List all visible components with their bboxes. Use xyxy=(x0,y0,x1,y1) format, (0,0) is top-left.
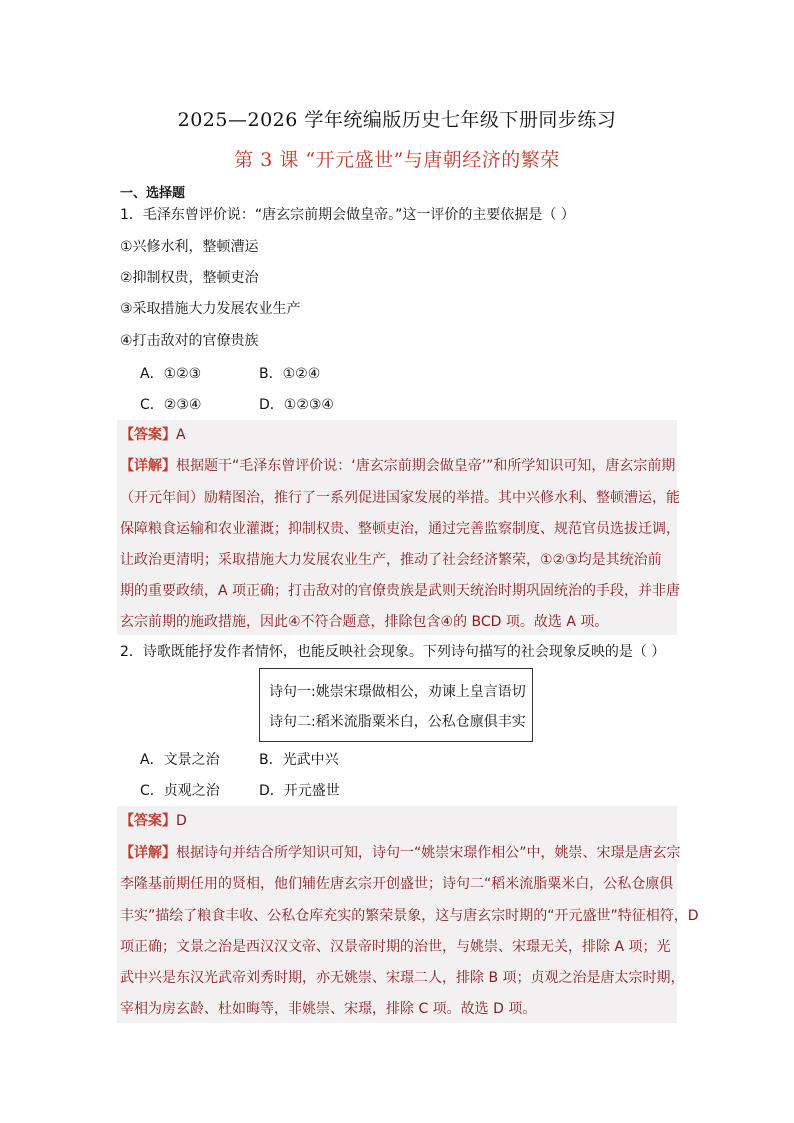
q2-option-d: D．开元盛世 xyxy=(259,783,340,799)
section-heading: 一、选择题 xyxy=(120,186,186,201)
q2-explain-line: 【详解】根据诗句并结合所学知识可知，诗句一“姚崇宋璟作相公”中，姚崇、宋璟是唐玄宗 xyxy=(120,845,681,861)
poem-box xyxy=(259,668,533,742)
q1-explain-line: 保障粮食运输和农业灌溉；抑制权贵、整顿吏治，通过完善监察制度、规范官员选拔迁调， xyxy=(120,521,680,537)
q1-answer xyxy=(120,425,186,445)
q1-option-a: A．①②③ xyxy=(140,366,202,382)
q1-explain-line: 让政治更清明；采取措施大力发展农业生产，推动了社会经济繁荣，①②③均是其统治前 xyxy=(120,552,662,568)
q1-item-1: ①兴修水利，整顿漕运 xyxy=(120,239,259,255)
q1-item-4: ④打击敌对的官僚贵族 xyxy=(120,333,259,349)
q1-option-c: C．②③④ xyxy=(140,397,202,413)
q2-explain-line: 丰实”描绘了粮食丰收、公私仓库充实的繁荣景象，这与唐玄宗时期的“开元盛世”特征相符，D xyxy=(120,908,699,924)
q2-explain-line: 李隆基前期任用的贤相，他们辅佐唐玄宗开创盛世；诗句二“稻米流脂粟米白，公私仓廪俱 xyxy=(120,876,674,892)
q2-option-b: B．光武中兴 xyxy=(259,752,339,768)
q2-explain-line: 项正确；文景之治是西汉汉文帝、汉景帝时期的治世，与姚崇、宋璟无关，排除 A 项；光 xyxy=(120,939,671,955)
answer-value: A xyxy=(176,427,186,443)
q1-option-b: B．①②④ xyxy=(259,366,321,382)
q1-explain-line: 玄宗前期的施政措施，因此④不符合题意，排除包含④的 BCD 项。故选 A 项。 xyxy=(120,614,609,630)
q2-answer-box xyxy=(117,806,699,1023)
q2-option-c: C．贞观之治 xyxy=(140,783,220,799)
answer-tag: 【答案】 xyxy=(120,813,176,829)
explain-tag: 【详解】 xyxy=(120,458,176,474)
q2-explain-line: 武中兴是东汉光武帝刘秀时期，亦无姚崇、宋璟二人，排除 B 项；贞观之治是唐太宗时期， xyxy=(120,970,685,986)
explain-tag: 【详解】 xyxy=(120,845,176,861)
q1-option-d: D．①②③④ xyxy=(259,397,334,413)
q1-explain-line: 期的重要政绩，A 项正确；打击敌对的官僚贵族是武则天统治时期巩固统治的手段，并非唐 xyxy=(120,583,681,599)
lesson-title: 第 3 课 “开元盛世”与唐朝经济的繁荣 xyxy=(234,149,560,171)
answer-tag: 【答案】 xyxy=(120,427,176,443)
q2-answer xyxy=(120,811,187,831)
q2-explain-line: 宰相为房玄龄、杜如晦等，非姚崇、宋璟，排除 C 项。故选 D 项。 xyxy=(120,1001,537,1017)
poem-line-2: 诗句二:稻米流脂粟米白，公私仓廪俱丰实 xyxy=(269,714,526,730)
q2-option-a: A．文景之治 xyxy=(140,752,220,768)
q1-explain-line: 【详解】根据题干“毛泽东曾评价说：‘唐玄宗前期会做皇帝’”和所学知识可知，唐玄宗前期 xyxy=(120,458,676,474)
q1-explain-line: （开元年间）励精图治，推行了一系列促进国家发展的举措。其中兴修水利、整顿漕运，能 xyxy=(120,490,680,506)
answer-value: D xyxy=(176,813,187,829)
poem-line-1: 诗句一:姚崇宋璟做相公，劝谏上皇言语切 xyxy=(269,684,526,700)
q2-stem: 2．诗歌既能抒发作者情怀，也能反映社会现象。下列诗句描写的社会现象反映的是（ ） xyxy=(120,644,666,660)
q1-item-3: ③采取措施大力发展农业生产 xyxy=(120,301,301,317)
q1-answer-box xyxy=(117,420,681,635)
worksheet-title: 2025—2026 学年统编版历史七年级下册同步练习 xyxy=(177,109,617,131)
q1-item-2: ②抑制权贵，整顿吏治 xyxy=(120,270,259,286)
q1-stem: 1．毛泽东曾评价说：“唐玄宗前期会做皇帝。”这一评价的主要依据是（ ） xyxy=(120,207,575,223)
